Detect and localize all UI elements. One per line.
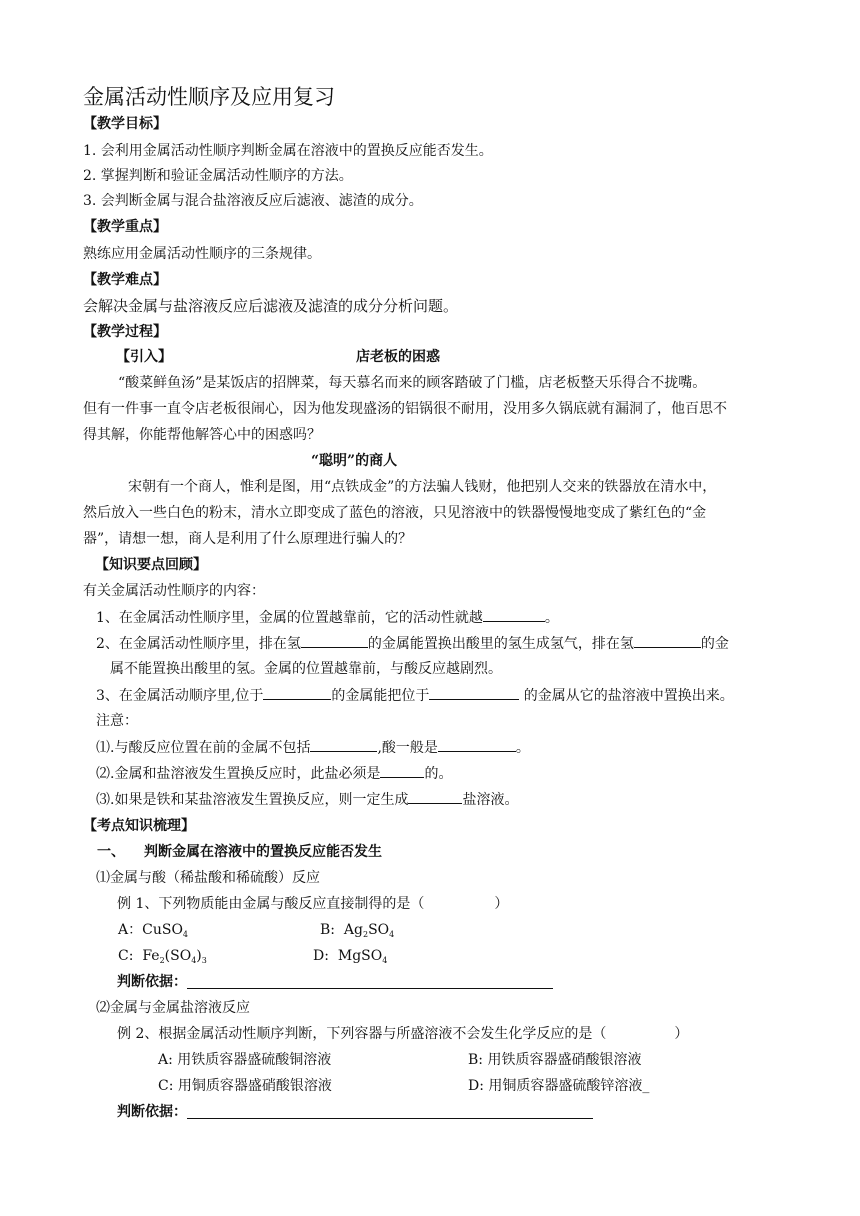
- heading-difficulties: 【教学难点】: [83, 272, 167, 288]
- option-c: C: 用铜质容器盛硝酸银溶液: [158, 1078, 332, 1094]
- option-d: D: MgSO$_4$: [313, 948, 388, 965]
- fill-blank[interactable]: [263, 685, 331, 700]
- fill-blank[interactable]: [429, 685, 519, 700]
- story-line: “酸菜鲜鱼汤”是某饭店的招牌菜，每天慕名而来的顾客踏破了门槛，店老板整天乐得合不拢嘴。: [118, 375, 707, 391]
- section-number: 一、: [97, 844, 125, 860]
- review-item-3: 3、在金属活动顺序里,位于 的金属能把位于 的金属从它的盐溶液中置换出来。: [96, 685, 734, 706]
- subsection-salt: ⑵金属与金属盐溶液反应: [96, 1000, 250, 1016]
- option-a: A: 用铁质容器盛硫酸铜溶液: [158, 1052, 332, 1068]
- story-title-merchant: “聪明”的商人: [311, 453, 398, 469]
- story-line: 器”，请想一想，商人是利用了什么原理进行骗人的？: [83, 531, 413, 547]
- option-b: B: 用铁质容器盛硝酸银溶液: [468, 1052, 642, 1068]
- note-item-3: ⑶.如果是铁和某盐溶液发生置换反应，则一定生成 盐溶液。: [96, 789, 518, 810]
- option-c: C: $Fe_2(SO_4)_3$: [118, 948, 207, 965]
- section-title: 判断金属在溶液中的置换反应能否发生: [144, 844, 382, 860]
- intro-label: 【引入】: [116, 349, 172, 365]
- heading-teaching-goals: 【教学目标】: [83, 116, 167, 132]
- story-line: 宋朝有一个商人，惟利是图，用“点铁成金”的方法骗人钱财，他把别人交来的铁器放在清水中，: [128, 479, 717, 495]
- story-line: 然后放入一些白色的粉末，清水立即变成了蓝色的溶液，只见溶液中的铁器慢慢地变成了紫红色的“金: [83, 505, 707, 521]
- difficulties-text: 会解决金属与盐溶液反应后滤液及滤渣的成分分析问题。: [83, 297, 459, 315]
- fill-blank[interactable]: [483, 607, 545, 622]
- story-line: 得其解，你能帮他解答心中的困惑吗？: [83, 427, 321, 443]
- fill-blank[interactable]: [408, 789, 462, 804]
- story-line: 但有一件事一直令店老板很闹心，因为他发现盛汤的铝锅很不耐用，没用多久锅底就有漏洞了，他百思不: [83, 401, 727, 417]
- heading-teaching-process: 【教学过程】: [83, 324, 167, 340]
- option-a: A：CuSO$_4$: [118, 922, 189, 939]
- answer-line[interactable]: [187, 1118, 593, 1119]
- goal-item: 3. 会判断金属与混合盐溶液反应后滤液、滤渣的成分。: [83, 193, 423, 209]
- fill-blank[interactable]: [438, 737, 516, 752]
- answer-line[interactable]: [187, 988, 553, 989]
- option-b: B: $Ag_2SO_4$: [320, 922, 395, 939]
- fill-blank[interactable]: [634, 633, 701, 648]
- heading-knowledge-review: 【知识要点回顾】: [95, 557, 207, 573]
- goal-item: 2. 掌握判断和验证金属活动性顺序的方法。: [83, 168, 353, 184]
- basis-label: 判断依据：: [117, 1104, 187, 1120]
- note-item-2: ⑵.金属和盐溶液发生置换反应时，此盐必须是 的。: [96, 763, 452, 784]
- heading-key-points: 【教学重点】: [83, 219, 167, 235]
- example-2-question: 例 2、根据金属活动性顺序判断，下列容器与所盛溶液不会发生化学反应的是（ ）: [117, 1026, 689, 1042]
- example-1-question: 例 1、下列物质能由金属与酸反应直接制得的是（ ）: [117, 896, 509, 912]
- fill-blank[interactable]: [380, 763, 424, 778]
- fill-blank[interactable]: [310, 737, 377, 752]
- review-item-2-cont: 属不能置换出酸里的氢。金属的位置越靠前，与酸反应越剧烈。: [110, 661, 502, 677]
- note-label: 注意：: [96, 713, 138, 729]
- review-intro: 有关金属活动性顺序的内容：: [83, 583, 265, 599]
- fill-blank[interactable]: [301, 633, 368, 648]
- review-item-1: 1、在金属活动性顺序里，金属的位置越靠前，它的活动性就越 。: [96, 607, 559, 628]
- story-title-shopkeeper: 店老板的困惑: [356, 349, 440, 365]
- review-item-2: 2、在金属活动性顺序里，排在氢 的金属能置换出酸里的氢生成氢气，排在氢 的金: [96, 633, 729, 654]
- basis-label: 判断依据：: [117, 974, 187, 990]
- note-item-1: ⑴.与酸反应位置在前的金属不包括 ,酸一般是 。: [96, 737, 530, 758]
- page-title: 金属活动性顺序及应用复习: [83, 85, 335, 109]
- option-d: D: 用铜质容器盛硫酸锌溶液_: [468, 1078, 650, 1094]
- subsection-acid: ⑴金属与酸（稀盐酸和稀硫酸）反应: [96, 870, 320, 886]
- heading-exam-points: 【考点知识梳理】: [83, 818, 195, 834]
- goal-item: 1. 会利用金属活动性顺序判断金属在溶液中的置换反应能否发生。: [83, 143, 493, 159]
- key-points-text: 熟练应用金属活动性顺序的三条规律。: [83, 246, 321, 262]
